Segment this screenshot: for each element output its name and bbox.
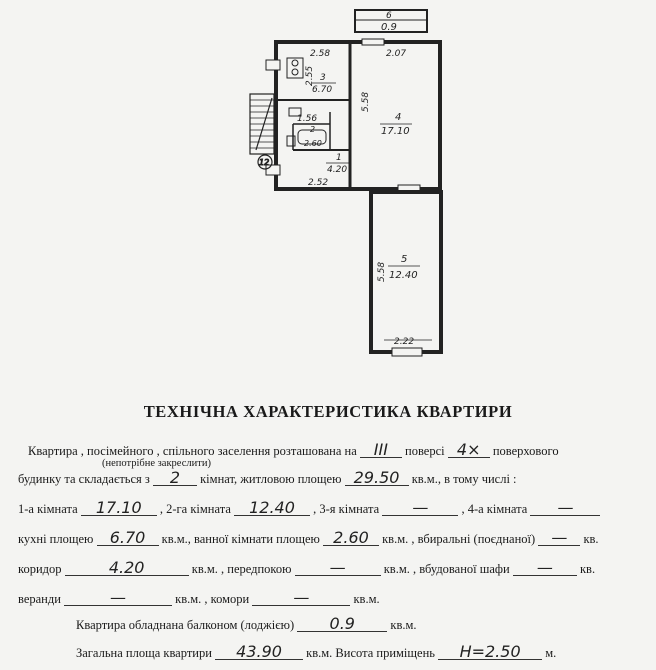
room2-label: , 2-га кімната (159, 502, 231, 516)
room4-label: , 4-а кімната (461, 502, 528, 516)
line-total (76, 644, 656, 661)
room5-number: 5 (401, 254, 408, 265)
kitchen-value: 6.70 (97, 530, 159, 546)
room4-area: 17.10 (381, 126, 410, 137)
corridor-label: коридор (18, 562, 62, 576)
room2-value: 12.40 (234, 500, 310, 516)
closet-label: кв.м. , вбудованої шафи (383, 562, 510, 576)
floor-value: ІІІ (360, 442, 402, 458)
upper-block (266, 39, 440, 193)
dim-top-right: 2.07 (386, 49, 407, 59)
corridor-value: 4.20 (65, 560, 189, 576)
pantry-unit: кв.м. (353, 592, 380, 606)
rooms-count-value: 2 (153, 470, 197, 486)
kitchen-label: кухні площею (18, 532, 94, 546)
balcony-label: 6 (386, 11, 392, 21)
toilet-unit: кв. (583, 532, 599, 546)
height-label: кв.м. Висота приміщень (306, 646, 435, 660)
balcony (355, 10, 427, 33)
floors-total-value: 4× (448, 442, 490, 458)
staircase (250, 94, 274, 169)
balcony-text-label: Квартира обладнана балконом (лоджією) (76, 618, 295, 632)
room4-value: — (530, 500, 600, 516)
floor-label: Квартира , посімейного , спільного заселення розташована на (28, 444, 357, 458)
balcony-value: 0.9 (297, 616, 387, 632)
room1-label: 1-а кімната (18, 502, 78, 516)
pantry-label: кв.м. , комори (175, 592, 250, 606)
bath-value: 2.60 (323, 530, 379, 546)
room3-label: , 3-я кімната (313, 502, 380, 516)
line-rooms (18, 470, 656, 487)
toilet-label: кв.м. , вбиральні (поєднаної) (382, 532, 536, 546)
plan-marker: 12 (259, 158, 270, 167)
dim-room5-bottom: 2.22 (394, 337, 415, 347)
height-value: Н=2.50 (438, 644, 542, 660)
veranda-label: веранди (18, 592, 61, 606)
room1-area: 4.20 (327, 165, 348, 175)
bath-label: кв.м., ванної кімнати площею (161, 532, 320, 546)
dim-room5-height: 5.58 (377, 261, 387, 282)
dim-room4-height: 5.58 (361, 91, 371, 112)
hall-label: кв.м. , передпокою (191, 562, 292, 576)
living-area-unit: кв.м., в тому числі : (411, 472, 517, 486)
room1-value: 17.10 (81, 500, 157, 516)
closet-value: — (513, 560, 577, 576)
room2-area: 2.60 (304, 139, 322, 148)
strike-note: (непотрібне закреслити) (102, 458, 211, 469)
dim-room3-height: 2.55 (305, 65, 315, 86)
veranda-value: — (64, 590, 172, 606)
room2-number: 2 (310, 125, 316, 134)
toilet-value: — (538, 530, 580, 546)
total-area-value: 43.90 (215, 644, 303, 660)
floor-word: поверсі (405, 444, 445, 458)
dim-top-left: 2.58 (310, 49, 331, 59)
floors-total-word: поверхового (492, 444, 559, 458)
line-floor (28, 442, 656, 459)
room3-value: — (382, 500, 458, 516)
room4-number: 4 (395, 112, 402, 123)
height-unit: м. (545, 646, 557, 660)
room3-number: 3 (320, 73, 326, 83)
living-area-value: 29.50 (345, 470, 409, 486)
line-veranda (18, 590, 656, 607)
hall-value: — (295, 560, 381, 576)
room3-area: 6.70 (312, 85, 333, 95)
line-corridor (18, 560, 656, 577)
line-room-areas (18, 500, 656, 517)
room5-area: 12.40 (389, 270, 418, 281)
line-balcony (76, 616, 656, 633)
line-kitchen (18, 530, 656, 547)
dim-room2-width: 1.56 (297, 114, 318, 124)
balcony-area: 0.9 (381, 22, 397, 33)
total-area-label: Загальна площа квартири (76, 646, 212, 660)
pantry-value: — (252, 590, 350, 606)
living-area-label: кімнат, житловою площею (200, 472, 342, 486)
rooms-label: будинку та складається з (18, 472, 150, 486)
closet-unit: кв. (579, 562, 596, 576)
document-title: ТЕХНІЧНА ХАРАКТЕРИСТИКА КВАРТИРИ (143, 402, 513, 421)
dim-bottom-left: 2.52 (308, 178, 329, 188)
balcony-unit: кв.м. (390, 618, 417, 632)
room1-number: 1 (336, 153, 342, 163)
